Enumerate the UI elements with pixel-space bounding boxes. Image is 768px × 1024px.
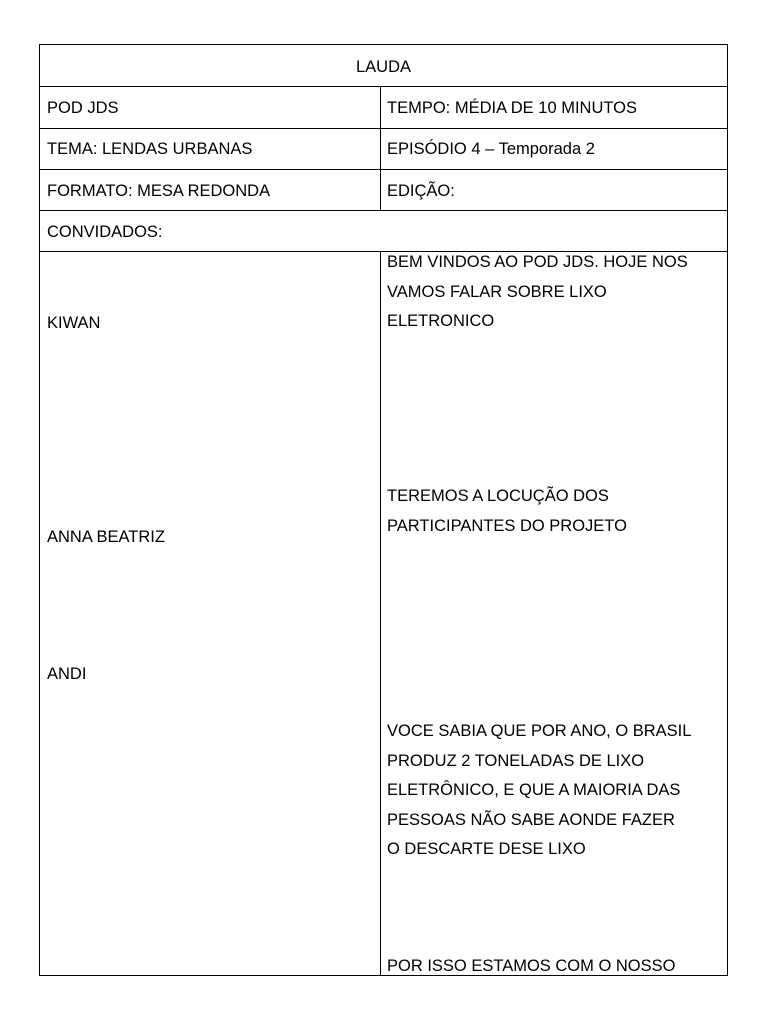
script-line: PRODUZ 2 TONELADAS DE LIXO — [387, 751, 645, 770]
episode-field: EPISÓDIO 4 – Temporada 2 — [387, 140, 595, 158]
speaker-andi: ANDI — [47, 665, 87, 683]
script-line: VAMOS FALAR SOBRE LIXO — [387, 282, 607, 301]
edition-field: EDIÇÃO: — [387, 182, 455, 200]
speaker-kiwan: KIWAN — [47, 314, 101, 332]
script-block-participants — [387, 482, 627, 541]
script-line: O DESCARTE DESE LIXO — [387, 840, 586, 858]
row-divider — [40, 169, 727, 170]
script-block-closing — [387, 952, 675, 982]
row-divider — [40, 210, 727, 211]
script-block-fact — [387, 717, 691, 865]
row-divider — [40, 86, 727, 87]
script-line: BEM VINDOS AO POD JDS. HOJE NOS — [387, 253, 688, 271]
column-divider — [380, 86, 381, 210]
speaker-anna-beatriz: ANNA BEATRIZ — [47, 528, 165, 546]
script-block-intro — [387, 248, 688, 337]
guests-label: CONVIDADOS: — [47, 223, 163, 241]
pod-name: POD JDS — [47, 99, 119, 117]
format-field: FORMATO: MESA REDONDA — [47, 182, 271, 200]
script-line: POR ISSO ESTAMOS COM O NOSSO — [387, 957, 676, 975]
document-title: LAUDA — [355, 58, 412, 76]
duration-field: TEMPO: MÉDIA DE 10 MINUTOS — [387, 99, 637, 117]
script-line: PARTICIPANTES DO PROJETO — [387, 516, 627, 535]
theme-field: TEMA: LENDAS URBANAS — [47, 140, 253, 158]
script-table — [39, 44, 728, 976]
script-line: ELETRÔNICO, E QUE A MAIORIA DAS — [387, 781, 681, 799]
row-divider — [40, 128, 727, 129]
column-divider — [380, 251, 381, 976]
script-line: ELETRONICO — [387, 312, 495, 330]
script-line: VOCE SABIA QUE POR ANO, O BRASIL — [387, 722, 692, 740]
script-line: PESSOAS NÃO SABE AONDE FAZER — [387, 810, 675, 829]
script-line: TEREMOS A LOCUÇÃO DOS — [387, 487, 609, 505]
